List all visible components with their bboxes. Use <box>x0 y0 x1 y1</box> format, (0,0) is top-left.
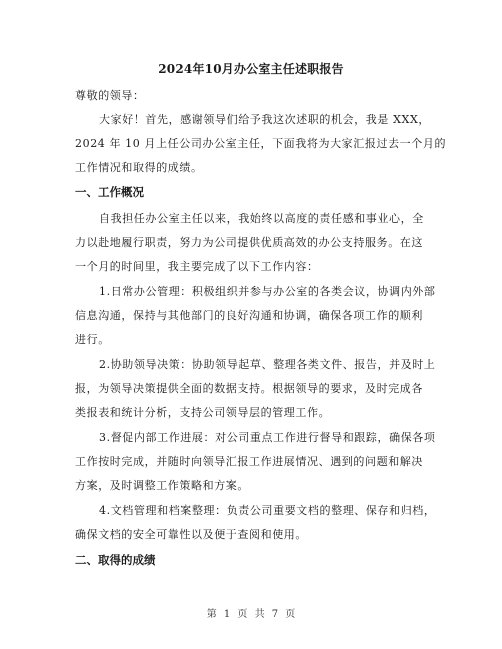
document-title: 2024年10月办公室主任述职报告 <box>158 62 344 76</box>
item4-line-2: 确保文档的安全可靠性以及便于查阅和使用。 <box>75 528 307 541</box>
item2-line-2: 报，为领导决策提供全面的数据支持。根据领导的要求，及时完成各 <box>75 382 423 395</box>
section1-line-3: 一个月的时间里，我主要完成了以下工作内容： <box>75 260 319 273</box>
section-heading-work-overview: 一、工作概况 <box>75 185 144 199</box>
item1-line-3: 进行。 <box>75 333 110 346</box>
item3-line-1: 3.督促内部工作进展：对公司重点工作进行督导和跟踪，确保各项 <box>99 431 436 444</box>
salutation: 尊敬的领导： <box>75 89 145 102</box>
intro-line-1: 大家好！首先，感谢领导们给予我这次述职的机会，我是 XXX， <box>99 113 430 126</box>
item3-line-2: 工作按时完成，并随时向领导汇报工作进展情况、遇到的问题和解决 <box>75 455 423 468</box>
item1-line-2: 信息沟通，保持与其他部门的良好沟通和协调，确保各项工作的顺利 <box>75 309 423 322</box>
item3-line-3: 方案，及时调整工作策略和方案。 <box>75 479 249 492</box>
item1-line-1: 1.日常办公管理：积极组织并参与办公室的各类会议，协调内外部 <box>99 285 436 298</box>
item4-line-1: 4.文档管理和档案整理：负责公司重要文档的整理、保存和归档， <box>99 504 436 517</box>
item2-line-1: 2.协助领导决策：协助领导起草、整理各类文件、报告，并及时上 <box>99 358 436 371</box>
section1-line-1: 自我担任办公室主任以来，我始终以高度的责任感和事业心，全 <box>99 212 424 225</box>
intro-line-2: 2024 年 10 月上任公司办公室主任，下面我将为大家汇报过去一个月的 <box>75 137 447 150</box>
section1-line-2: 力以赴地履行职责，努力为公司提供优质高效的办公支持服务。在这 <box>75 236 423 249</box>
page-footer: 第 1 页 共 7 页 <box>206 609 296 620</box>
item2-line-3: 类报表和统计分析，支持公司领导层的管理工作。 <box>75 406 331 419</box>
intro-line-3: 工作情况和取得的成绩。 <box>75 161 203 174</box>
section-heading-achievements: 二、取得的成绩 <box>75 553 156 567</box>
